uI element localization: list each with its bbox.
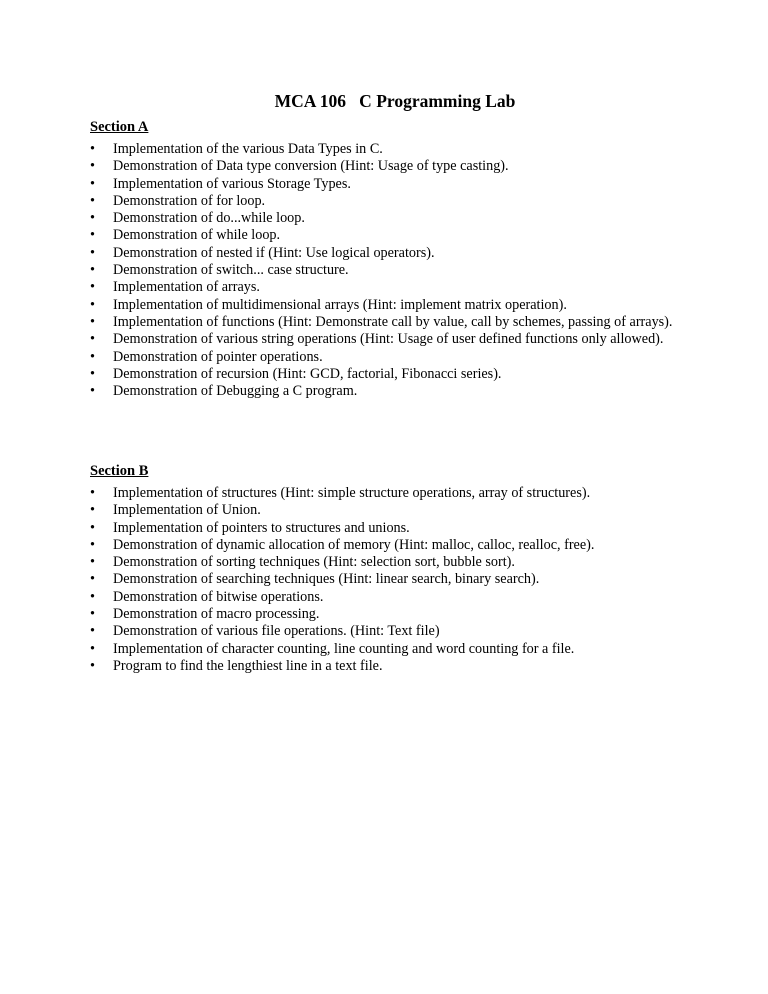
list-item [90,623,690,640]
bullet-icon: • [90,519,95,536]
section-a-list [90,141,690,400]
bullet-icon: • [90,571,95,588]
bullet-icon: • [90,606,95,623]
list-item-text: Demonstration of switch... case structure. [113,262,349,279]
list-item [90,520,690,537]
bullet-icon: • [90,502,95,519]
bullet-icon: • [90,192,95,209]
list-item-text: Implementation of arrays. [113,279,260,296]
section-b [90,462,690,675]
list-item-text: Demonstration of various string operations (Hint: Usage of user defined functions only allowed). [113,331,664,348]
section-b-list [90,485,690,675]
list-item [90,383,690,400]
bullet-icon: • [90,158,95,175]
list-item-text: Demonstration of dynamic allocation of memory (Hint: malloc, calloc, realloc, free). [113,536,595,553]
list-item [90,176,690,193]
list-item-text: Implementation of character counting, line counting and word counting for a file. [113,640,575,657]
list-item-text: Implementation of structures (Hint: simple structure operations, array of structures). [113,485,591,501]
list-item-text: Demonstration of while loop. [113,227,281,244]
list-item-text: Implementation of the various Data Types in C. [113,141,383,157]
bullet-icon: • [90,262,95,279]
list-item-text: Demonstration of recursion (Hint: GCD, factorial, Fibonacci series). [113,365,502,382]
bullet-icon: • [90,210,95,227]
list-item [90,537,690,554]
list-item-text: Program to find the lengthiest line in a text file. [113,657,383,674]
bullet-icon: • [90,485,95,501]
list-item [90,193,690,210]
list-item-text: Demonstration of macro processing. [113,606,320,623]
list-item [90,571,690,588]
list-item [90,589,690,606]
list-item [90,554,690,571]
list-item [90,485,690,502]
document-title: MCA 106 C Programming Lab [274,91,516,111]
section-a [90,118,690,400]
list-item [90,314,690,331]
bullet-icon: • [90,348,95,365]
bullet-icon: • [90,296,95,313]
list-item-text: Demonstration of do...while loop. [113,210,305,227]
list-item [90,502,690,519]
list-item [90,297,690,314]
list-item-text: Demonstration of for loop. [113,192,266,209]
list-item-text: Implementation of pointers to structures and unions. [113,519,410,536]
list-item-text: Implementation of Union. [113,502,261,519]
bullet-icon: • [90,244,95,261]
list-item-text: Implementation of functions (Hint: Demonstrate call by value, call by schemes, passing of arrays). [113,313,673,330]
bullet-icon: • [90,554,95,571]
bullet-icon: • [90,536,95,553]
list-item [90,210,690,227]
bullet-icon: • [90,588,95,605]
list-item [90,641,690,658]
bullet-icon: • [90,175,95,192]
list-item [90,658,690,675]
list-item-text: Demonstration of nested if (Hint: Use logical operators). [113,244,435,261]
list-item [90,141,690,158]
list-item-text: Implementation of multidimensional arrays (Hint: implement matrix operation). [113,296,567,313]
list-item [90,158,690,175]
list-item [90,331,690,348]
list-item [90,245,690,262]
list-item-text: Demonstration of Data type conversion (Hint: Usage of type casting). [113,158,509,175]
list-item-text: Demonstration of sorting techniques (Hint: selection sort, bubble sort). [113,554,515,571]
list-item [90,366,690,383]
list-item [90,349,690,366]
section-b-heading: Section B [90,463,149,479]
bullet-icon: • [90,640,95,657]
bullet-icon: • [90,657,95,674]
list-item-text: Demonstration of searching techniques (Hint: linear search, binary search). [113,571,540,588]
list-item-text: Implementation of various Storage Types. [113,175,351,192]
bullet-icon: • [90,383,95,400]
list-item [90,262,690,279]
list-item-text: Demonstration of pointer operations. [113,348,323,365]
list-item [90,606,690,623]
bullet-icon: • [90,227,95,244]
section-a-heading: Section A [90,119,149,135]
list-item [90,279,690,296]
bullet-icon: • [90,279,95,296]
list-item-text: Demonstration of bitwise operations. [113,588,324,605]
bullet-icon: • [90,365,95,382]
bullet-icon: • [90,141,95,157]
bullet-icon: • [90,623,95,640]
list-item-text: Demonstration of various file operations. (Hint: Text file) [113,623,440,640]
bullet-icon: • [90,331,95,348]
list-item [90,227,690,244]
list-item-text: Demonstration of Debugging a C program. [113,383,358,400]
bullet-icon: • [90,313,95,330]
